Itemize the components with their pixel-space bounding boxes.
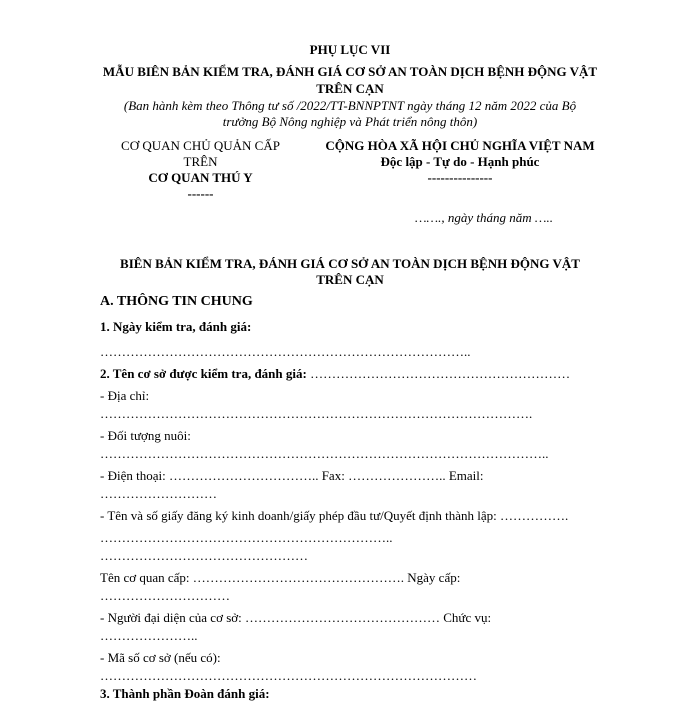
item2-field[interactable]: …………………………………………………… (310, 366, 571, 381)
veterinary-agency: CƠ QUAN THÚ Y (148, 170, 253, 185)
license-field-2[interactable]: ………………………………………… (100, 548, 308, 563)
email-field[interactable]: ……………………… (100, 486, 217, 501)
license-field-1[interactable]: ………………………………………………………….. (100, 530, 393, 545)
date-line: ……., ngày tháng năm ….. (415, 210, 553, 225)
contact-line[interactable]: - Điện thoại: …………………………….. Fax: ………………….. Email: (100, 468, 484, 483)
representative-line[interactable]: - Người đại diện của cơ sở: ……………………………………… Chức vụ: (100, 610, 492, 625)
appendix-heading: PHỤ LỤC VII (309, 42, 391, 57)
report-title-line1: BIÊN BẢN KIỂM TRA, ĐÁNH GIÁ CƠ SỞ AN TOÀN DỊCH BỆNH ĐỘNG VẬT (120, 256, 580, 271)
issue-date-field[interactable]: ………………………… (100, 588, 230, 603)
facility-code-field[interactable]: …………………………………………………………………………… (100, 668, 477, 683)
issuer-line[interactable]: Tên cơ quan cấp: …………………………………………. Ngày cấp: (100, 570, 461, 585)
item1-label: 1. Ngày kiểm tra, đánh giá: (100, 319, 252, 334)
section-a-heading: A. THÔNG TIN CHUNG (100, 294, 253, 309)
facility-code-label: - Mã số cơ sở (nếu có): (100, 650, 221, 665)
parent-agency-line2: TRÊN (183, 154, 218, 169)
license-label: - Tên và số giấy đăng ký kinh doanh/giấy phép đầu tư/Quyết định thành lập: ……………. (100, 508, 569, 523)
form-note-line2: trưởng Bộ Nông nghiệp và Phát triển nông thôn) (222, 114, 478, 129)
item2-row (100, 366, 570, 382)
species-field[interactable]: ………………………………………………………………………………………….. (100, 446, 549, 461)
item1-field[interactable]: ………………………………………………………………………….. (100, 344, 471, 359)
parent-agency-line1: CƠ QUAN CHỦ QUẢN CẤP (121, 138, 280, 153)
right-rule: --------------- (427, 170, 493, 185)
country-name: CỘNG HÒA XÃ HỘI CHỦ NGHĨA VIỆT NAM (325, 138, 595, 153)
form-title-line1: MẪU BIÊN BẢN KIỂM TRA, ĐÁNH GIÁ CƠ SỞ AN TOÀN DỊCH BỆNH ĐỘNG VẬT (102, 64, 598, 79)
form-note-line1: (Ban hành kèm theo Thông tư số /2022/TT-BNNPTNT ngày tháng 12 năm 2022 của Bộ (123, 98, 577, 113)
motto: Độc lập - Tự do - Hạnh phúc (380, 154, 540, 169)
form-title-line2: TRÊN CẠN (316, 81, 384, 96)
species-label: - Đối tượng nuôi: (100, 428, 191, 443)
address-label: - Địa chỉ: (100, 388, 150, 403)
item2-label: 2. Tên cơ sở được kiểm tra, đánh giá: (100, 366, 307, 381)
report-title-line2: TRÊN CẠN (316, 272, 384, 287)
position-field[interactable]: ………………….. (100, 628, 198, 643)
address-field[interactable]: ………………………………………………………………………………………. (100, 406, 533, 421)
left-rule: ------ (187, 186, 214, 201)
item3-label: 3. Thành phần Đoàn đánh giá: (100, 686, 270, 701)
